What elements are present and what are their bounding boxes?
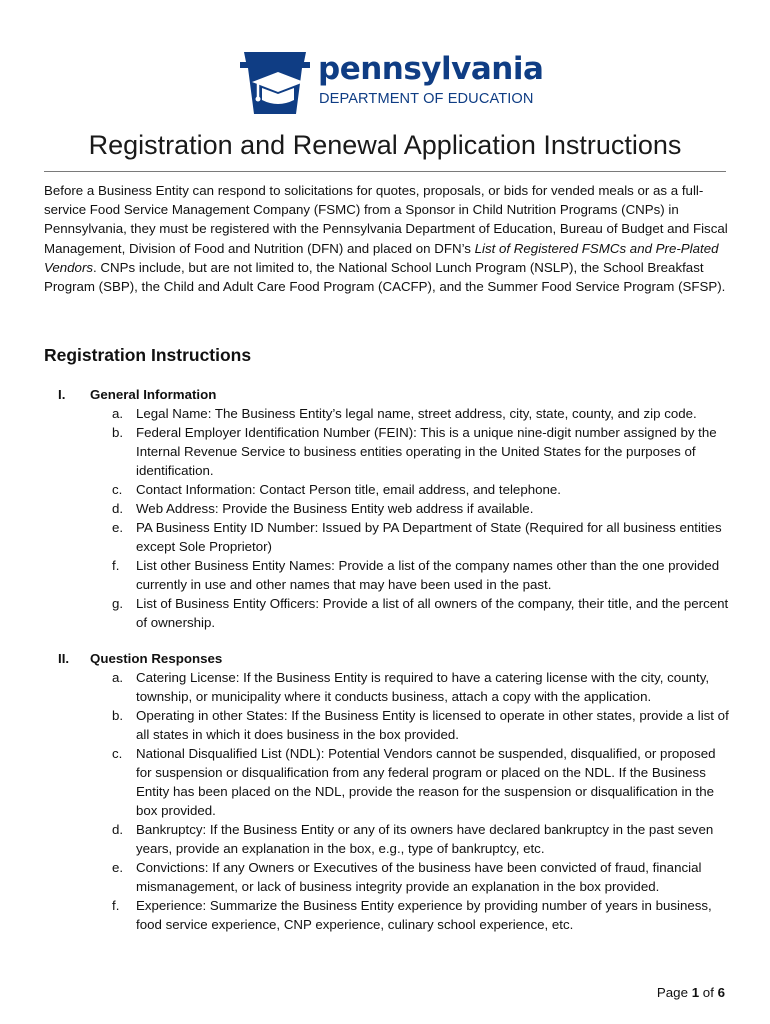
intro-paragraph	[44, 181, 732, 296]
item-marker: b.	[112, 425, 124, 440]
section-title: General Information	[90, 387, 217, 402]
logo-name: pennsylvania	[318, 51, 544, 87]
item-marker: f.	[112, 558, 120, 573]
item-text: Federal Employer Identification Number (FEIN): This is a unique nine-digit number assigned by the Internal Revenue Service to business entities operating in the United States for the purposes of identification.	[136, 425, 717, 478]
list-item	[100, 556, 734, 594]
page-number	[657, 985, 725, 1000]
item-marker: g.	[112, 596, 124, 611]
intro-text-after: . CNPs include, but are not limited to, the National School Lunch Program (NSLP), the School Breakfast Program (SBP), the Child and Adult Care Food Program (CACFP), and the Summer Food Service Program (SFSP).	[44, 259, 726, 295]
item-list	[100, 404, 734, 632]
item-list	[100, 668, 734, 934]
item-text: PA Business Entity ID Number: Issued by PA Department of State (Required for all business entities except Sole Proprietor)	[136, 520, 722, 554]
logo-subtitle: DEPARTMENT OF EDUCATION	[319, 91, 534, 107]
pa-education-logo	[238, 48, 544, 116]
intro-text-italic: List of Registered FSMCs and Pre-Plated Vendors	[44, 240, 719, 275]
title-divider	[44, 171, 726, 172]
item-text: List other Business Entity Names: Provide a list of the company names other than the one provided currently in use and other names that may have been used in the past.	[136, 558, 720, 592]
page-label: Page	[656, 985, 688, 1000]
item-marker: b.	[112, 708, 124, 723]
list-item	[100, 423, 734, 480]
page-total: 6	[717, 985, 725, 1000]
list-item	[100, 706, 734, 744]
item-marker: c.	[112, 482, 123, 497]
item-marker: a.	[112, 406, 124, 421]
list-item	[100, 518, 734, 556]
item-text: Web Address: Provide the Business Entity web address if available.	[136, 501, 534, 516]
section-heading: Registration Instructions	[44, 345, 252, 365]
list-item	[100, 480, 734, 499]
intro-text-before: Before a Business Entity can respond to solicitations for quotes, proposals, or bids for vended meals or as a full-service Food Service Management Company (FSMC) from a Sponsor in Child Nutrition Programs (CNPs) in Pennsylvania, they must be registered with the Pennsylvania Department of Education, Bureau of Budget and Fiscal Management, Division of Food and Nutrition (DFN) and placed on DFN’s	[44, 183, 728, 256]
item-text: Convictions: If any Owners or Executives of the business have been convicted of fraud, financial mismanagement, or lack of business integrity provide an explanation in the box provided.	[136, 860, 702, 894]
item-marker: e.	[112, 860, 124, 875]
item-marker: c.	[112, 746, 123, 761]
list-item	[100, 499, 734, 518]
item-text: Catering License: If the Business Entity is required to have a catering license with the city, county, township, or municipality where it conducts business, attach a copy with the application.	[136, 670, 710, 704]
section-title: Question Responses	[90, 651, 223, 666]
item-marker: e.	[112, 520, 124, 535]
list-item	[100, 896, 734, 934]
item-marker: f.	[112, 898, 120, 913]
item-marker: d.	[112, 822, 124, 837]
item-text: Contact Information: Contact Person title, email address, and telephone.	[136, 482, 562, 497]
keystone-graduation-cap-icon	[238, 48, 312, 116]
item-text: Bankruptcy: If the Business Entity or any of its owners have declared bankruptcy in the past seven years, provide an explanation in the box, e.g., type of bankruptcy, etc.	[136, 822, 714, 856]
item-text: Experience: Summarize the Business Entity experience by providing number of years in business, food service experience, CNP experience, culinary school experience, etc.	[136, 898, 712, 932]
list-item	[100, 820, 734, 858]
list-item	[100, 594, 734, 632]
item-text: Legal Name: The Business Entity’s legal name, street address, city, state, county, and zip code.	[136, 406, 697, 421]
list-item	[100, 668, 734, 706]
section-numeral: I.	[58, 387, 66, 402]
page-current: 1	[691, 985, 700, 1000]
item-text: National Disqualified List (NDL): Potential Vendors cannot be suspended, disqualified, or proposed for suspension or disqualification from any federal program or placed on the NDL. If the Business Entity has been placed on the NDL, provide the reason for the suspension or disqualification in the box provided.	[136, 746, 716, 818]
document-title: Registration and Renewal Application Instructions	[88, 130, 682, 160]
item-text: Operating in other States: If the Business Entity is licensed to operate in other states, provide a list of all states in which it does business in the box provided.	[136, 708, 729, 742]
list-item	[100, 404, 734, 423]
item-marker: d.	[112, 501, 124, 516]
item-marker: a.	[112, 670, 124, 685]
list-item	[100, 744, 734, 820]
page-of: of	[702, 985, 714, 1000]
section-numeral: II.	[58, 651, 70, 666]
item-text: List of Business Entity Officers: Provide a list of all owners of the company, their title, and the percent of ownership.	[136, 596, 729, 630]
list-item	[100, 858, 734, 896]
